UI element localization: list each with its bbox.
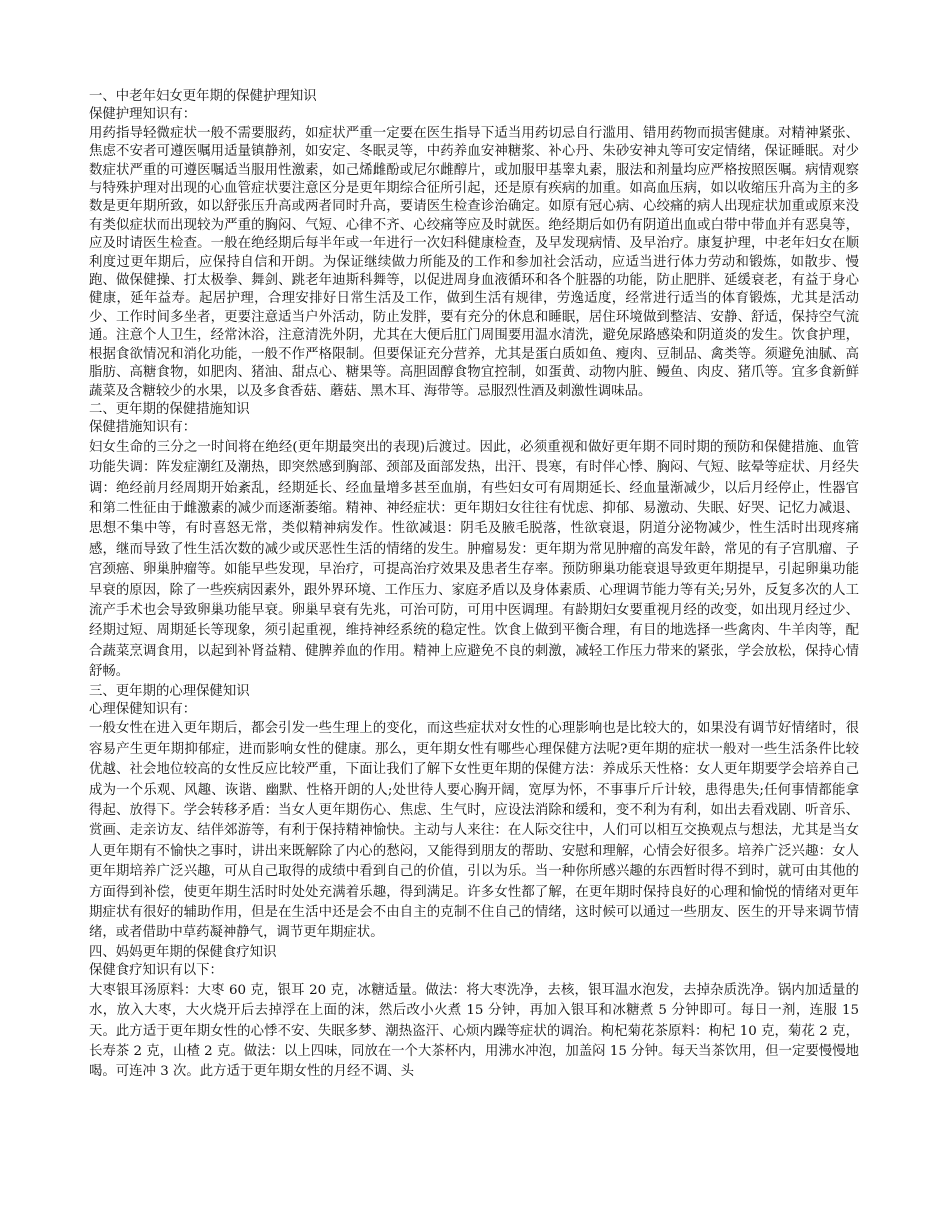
- section-4-subtitle: 保健食疗知识有以下：: [89, 963, 223, 979]
- section-2-subtitle: 保健措施知识有：: [89, 420, 197, 436]
- section-4-paragraph: 大枣银耳汤原料：大枣 60 克，银耳 20 克，冰糖适量。做法：将大枣洗净，去核，银耳温水泡发，去掉杂质洗净。锅内加适量的水，放入大枣，大火烧开后去掉浮在上面的沫，然后改小火煮 15 分钟，再加入银耳和冰糖煮 5 分钟即可。每日一剂，连服 15 天。此方适于更年期女性的心悸不安、失眠多梦、潮热盗汗、心烦内躁等症状的调治。枸杞菊花茶原料：枸杞 10 克，菊花 2 克，长寿茶 2 克，山楂 2 克。做法：以上四味，同放在一个大茶杯内，用沸水冲泡，加盖闷 15 分钟。每天当茶饮用，但一定要慢慢地喝。可连冲 3 次。此方适于更年期女性的月经不调、头: [89, 982, 859, 1080]
- section-3-title: 三、更年期的心理保健知识: [89, 683, 250, 699]
- section-2-paragraph: 妇女生命的三分之一时间将在绝经(更年期最突出的表现)后渡过。因此，必须重视和做好更年期不同时期的预防和保健措施、血管功能失调：阵发症潮红及潮热，即突然感到胸部、颈部及面部发热，出汗、畏寒，有时伴心悸、胸闷、气短、眩晕等症状、月经失调：绝经前月经周期开始紊乱，经期延长、经血量增多甚至血崩，有些妇女可有周期延长、经血量渐减少，以后月经停止，性器官和第二性征由于雌激素的减少而逐渐萎缩。精神、神经症状：更年期妇女往往有忧虑、抑郁、易激动、失眠、好哭、记忆力减退、思想不集中等，有时喜怒无常，类似精神病发作。性欲减退：阴毛及腋毛脱落，性欲衰退，阴道分泌物减少，性生活时出现疼痛感，继而导致了性生活次数的减少或厌恶性生活的情绪的发生。肿瘤易发：更年期为常见肿瘤的高发年龄，常见的有子宫肌瘤、子宫颈癌、卵巢肿瘤等。如能早些发现，早治疗，可提高治疗效果及患者生存率。预防卵巢功能衰退导致更年期提早，引起卵巢功能早衰的原因，除了一些疾病因素外，跟外界环境、工作压力、家庭矛盾以及身体素质、心理调节能力等有关;另外，反复多次的人工流产手术也会导致卵巢功能早衰。卵巢早衰有先兆，可治可防，可用中医调理。有龄期妇女要重视月经的改变，如出现月经过少、经期过短、周期延长等现象，须引起重视，维持神经系统的稳定性。饮食上做到平衡合理，有目的地选择一些禽肉、牛羊肉等，配合蔬菜烹调食用，以起到补肾益精、健脾养血的作用。精神上应避免不良的刺激，减轻工作压力带来的紧张，学会放松，保持心情舒畅。: [89, 439, 859, 680]
- section-4-title: 四、妈妈更年期的保健食疗知识: [89, 944, 277, 960]
- section-3-subtitle: 心理保健知识有：: [89, 702, 197, 717]
- document-body: [89, 88, 859, 1083]
- section-1-paragraph: 用药指导轻微症状一般不需要服药，如症状严重一定要在医生指导下适当用药切忌自行滥用、错用药物而损害健康。对精神紧张、焦虑不安者可遵医嘱用适量镇静剂，如安定、冬眠灵等，中药养血安神糖浆、补心丹、朱砂安神丸等可安定情绪，保证睡眠。对少数症状严重的可遵医嘱适当服用性激素，如己烯雌酚或尼尔雌醇片，或加服甲基睾丸素，服法和剂量均应严格按照医嘱。病情观察与特殊护理对出现的心血管症状要注意区分是更年期综合征所引起，还是原有疾病的加重。如高血压病，如以收缩压升高为主的多数是更年期所致，如以舒张压升高或两者同时升高，要请医生检查诊治确定。如原有冠心病、心绞痛的病人出现症状加重或原来没有类似症状而出现较为严重的胸闷、气短、心律不齐、心绞痛等应及时就医。绝经期后如仍有阴道出血或白带中带血并有恶臭等，应及时请医生检查。一般在绝经期后每半年或一年进行一次妇科健康检查，及早发现病情、及早治疗。康复护理，中老年妇女在顺利度过更年期后，应保持自信和开朗。为保证继续做力所能及的工作和参加社会活动，应适当进行体力劳动和锻炼，如散步、慢跑、做保健操、打太极拳、舞剑、跳老年迪斯科舞等，以促进周身血液循环和各个脏器的功能，防止肥胖、延缓衰老，有益于身心健康，延年益寿。起居护理，合理安排好日常生活及工作，做到生活有规律，劳逸适度，经常进行适当的体育锻炼，尤其是活动少、工作时间多坐者，更要注意适当户外活动，防止发胖，要有充分的休息和睡眠，居住环境做到整洁、安静、舒适，保持空气流通。注意个人卫生，经常沐浴，注意清洗外阴，尤其在大便后肛门周围要用温水清洗，避免尿路感染和阴道炎的发生。饮食护理，根据食欲情况和消化功能，一般不作严格限制。但要保证充分营养，尤其是蛋白质如鱼、瘦肉、豆制品、禽类等。须避免油腻、高脂肪、高糖食物，如肥肉、猪油、甜点心、糖果等。高胆固醇食物宜控制，如蛋黄、动物内脏、鳗鱼、肉皮、猪爪等。宜多食新鲜蔬菜及含糖较少的水果，以及多食香菇、蘑菇、黑木耳、海带等。忌服烈性酒及刺激性调味品。: [89, 125, 859, 399]
- section-1-subtitle: 保健护理知识有：: [89, 107, 197, 123]
- section-2-title: 二、更年期的保健措施知识: [89, 401, 250, 417]
- section-1-title: 一、中老年妇女更年期的保健护理知识: [89, 89, 317, 104]
- section-3-paragraph: 一般女性在进入更年期后，都会引发一些生理上的变化，而这些症状对女性的心理影响也是比较大的，如果没有调节好情绪时，很容易产生更年期抑郁症，进而影响女性的健康。那么，更年期女性有哪些心理保健方法呢?更年期的症状一般对一些生活条件比较优越、社会地位较高的女性反应比较严重，下面让我们了解下女性更年期的保健方法：养成乐天性格：女人更年期要学会培养自己成为一个乐观、风趣、诙谐、幽默、性格开朗的人;处世待人要心胸开阔，宽厚为怀，不事事斤斤计较，患得患失;任何事情都能拿得起、放得下。学会转移矛盾：当女人更年期伤心、焦虑、生气时，应设法消除和缓和，变不利为有利，如出去看戏剧、听音乐、赏画、走亲访友、结伴郊游等，有利于保持精神愉快。主动与人来往：在人际交往中，人们可以相互交换观点与想法，尤其是当女人更年期有不愉快之事时，讲出来既解除了内心的愁闷，又能得到朋友的帮助、安慰和理解，心情会好很多。培养广泛兴趣：女人更年期培养广泛兴趣，可从自己取得的成绩中看到自己的价值，引以为乐。当一种你所感兴趣的东西暂时得不到时，就可由其他的方面得到补偿，使更年期生活时时处处充满着乐趣，得到满足。许多女性都了解，在更年期时保持良好的心理和愉悦的情绪对更年期症状有很好的辅助作用，但是在生活中还是会不由自主的克制不住自己的情绪，这时候可以通过一些朋友、医生的开导来调节情绪，或者借助中草药凝神静气，调节更年期症状。: [89, 721, 859, 941]
